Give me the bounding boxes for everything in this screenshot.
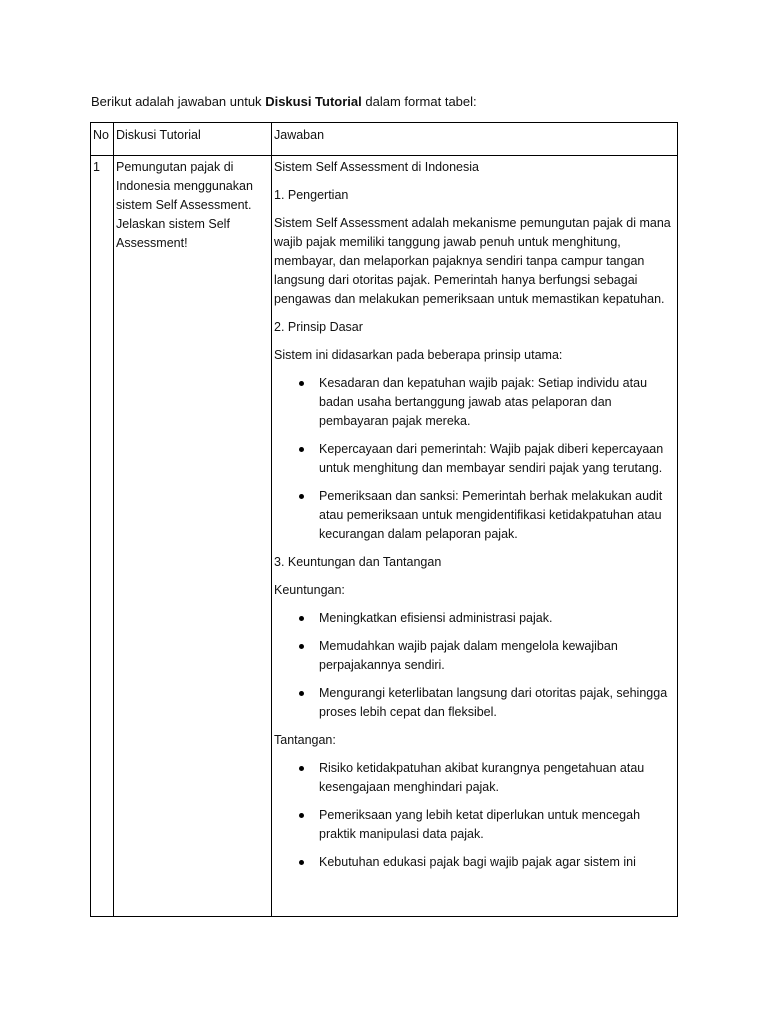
list-item: Kesadaran dan kepatuhan wajib pajak: Setiap individu atau badan usaha bertanggung jawab atas pelaporan dan pembayaran pajak mereka. xyxy=(319,374,675,431)
section-1-text: Sistem Self Assessment adalah mekanisme pemungutan pajak di mana wajib pajak memiliki tanggung jawab penuh untuk menghitung, membayar, dan melaporkan pajaknya sendiri tanpa campur tangan langsung dari otoritas pajak. Pemerintah hanya berfungsi sebagai pengawas dan melakukan pemeriksaan untuk memastikan kepatuhan. xyxy=(274,216,671,306)
list-item: Meningkatkan efisiensi administrasi pajak. xyxy=(319,609,675,628)
list-item: Pemeriksaan yang lebih ketat diperlukan untuk mencegah praktik manipulasi data pajak. xyxy=(319,806,675,844)
intro-text xyxy=(91,94,477,110)
section-2-intro: Sistem ini didasarkan pada beberapa prinsip utama: xyxy=(274,348,563,362)
list-item: Memudahkan wajib pajak dalam mengelola kewajiban perpajakannya sendiri. xyxy=(319,637,675,675)
intro-suffix: dalam format tabel: xyxy=(361,94,477,109)
question-text: Pemungutan pajak di Indonesia menggunakan sistem Self Assessment. Jelaskan sistem Self Assessment! xyxy=(116,160,253,250)
challenges-list xyxy=(274,759,675,872)
intro-prefix: Berikut adalah jawaban untuk xyxy=(91,94,266,109)
section-1-heading: 1. Pengertian xyxy=(274,188,349,202)
row-question xyxy=(114,156,272,917)
intro-bold: Diskusi Tutorial xyxy=(265,94,362,109)
list-item: Mengurangi keterlibatan langsung dari otoritas pajak, sehingga proses lebih cepat dan fleksibel. xyxy=(319,684,675,722)
benefits-list xyxy=(274,609,675,722)
answer-title: Sistem Self Assessment di Indonesia xyxy=(274,160,479,174)
benefits-label: Keuntungan: xyxy=(274,583,345,597)
challenges-label: Tantangan: xyxy=(274,733,336,747)
answer-table xyxy=(90,122,678,917)
list-item: Kepercayaan dari pemerintah: Wajib pajak diberi kepercayaan untuk menghitung dan membayar sendiri pajak yang terutang. xyxy=(319,440,675,478)
list-item: Pemeriksaan dan sanksi: Pemerintah berhak melakukan audit atau pemeriksaan untuk mengidentifikasi ketidakpatuhan atau kecurangan dalam pelaporan pajak. xyxy=(319,487,675,544)
principles-list xyxy=(274,374,675,544)
list-item: Risiko ketidakpatuhan akibat kurangnya pengetahuan atau kesengajaan menghindari pajak. xyxy=(319,759,675,797)
header-answer: Jawaban xyxy=(272,123,678,156)
row-no xyxy=(91,156,114,917)
table-row xyxy=(91,156,678,917)
header-question: Diskusi Tutorial xyxy=(114,123,272,156)
section-2-heading: 2. Prinsip Dasar xyxy=(274,320,363,334)
list-item: Kebutuhan edukasi pajak bagi wajib pajak agar sistem ini xyxy=(319,853,675,872)
row-no-text: 1 xyxy=(93,160,100,174)
table-header-row xyxy=(91,123,678,156)
header-no: No xyxy=(91,123,114,156)
answer-content xyxy=(274,156,675,916)
section-3-heading: 3. Keuntungan dan Tantangan xyxy=(274,555,442,569)
row-answer xyxy=(272,156,678,917)
